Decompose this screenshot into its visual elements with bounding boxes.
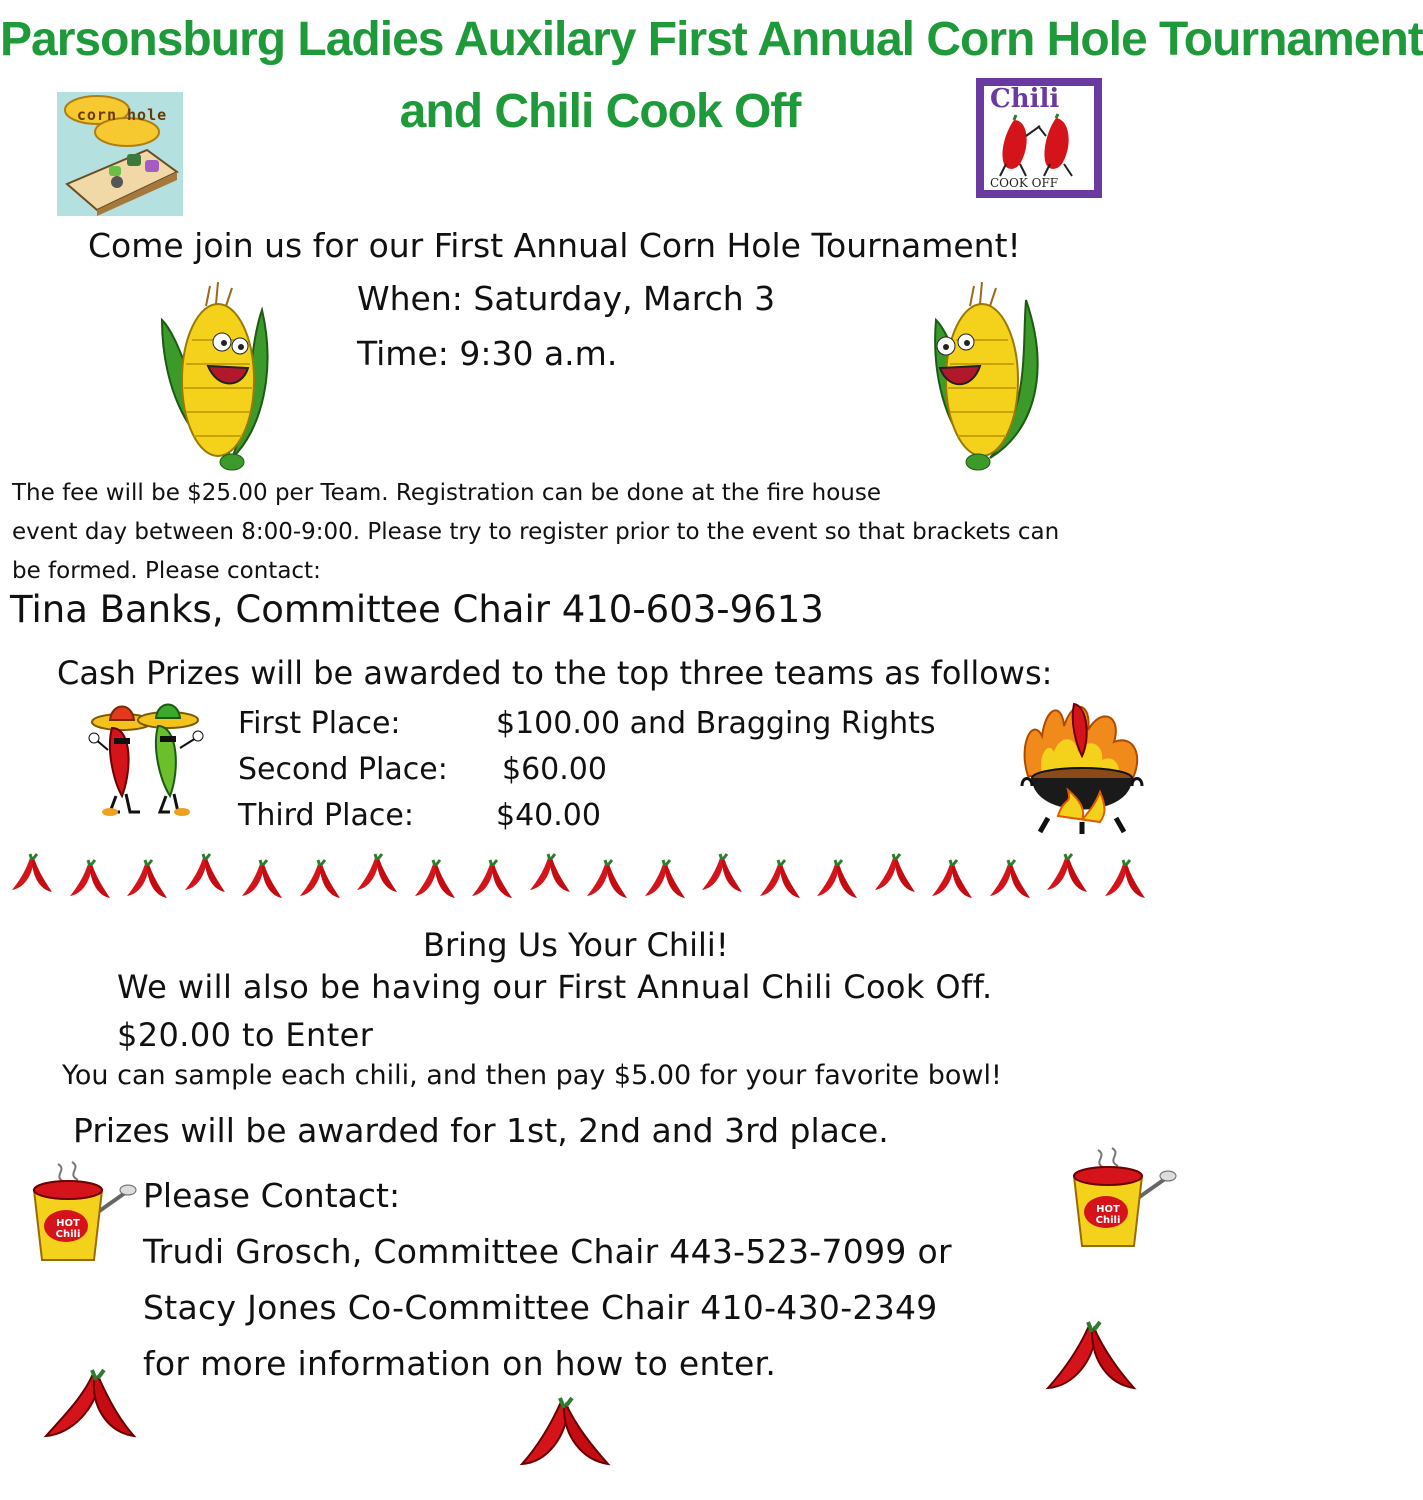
chili-pepper-icon [815,858,859,902]
chili-cookoff-logo [976,78,1102,198]
chili-pepper-icon [988,858,1032,902]
chili-pepper-icon [1103,858,1147,902]
prize-amount: $60.00 [502,752,607,787]
event-time: Time: 9:30 a.m. [357,334,618,373]
chili-logo-title: Chili [990,84,1060,114]
chili-pepper-icon [585,858,629,902]
chili-cauldron-icon [1018,696,1144,836]
chili-line-3: You can sample each chili, and then pay $5.00 for your favorite bowl! [62,1060,1002,1091]
chili-contact-heading: Please Contact: [143,1176,401,1215]
chili-pepper-icon [240,858,284,902]
chili-contact-3: for more information on how to enter. [143,1344,777,1383]
title-line-1: Parsonsburg Ladies Auxilary First Annual Corn Hole Tournament [0,13,1423,66]
cornhole-logo [57,92,183,216]
fee-line-1: The fee will be $25.00 per Team. Registration can be done at the fire house [12,480,882,506]
pepper-divider [0,852,1200,912]
corn-mascot-icon [152,280,276,474]
cornhole-contact: Tina Banks, Committee Chair 410-603-9613 [10,588,824,631]
chili-pepper-icon [758,858,802,902]
chili-pepper-pair-icon [42,1368,136,1444]
chili-pepper-icon [125,858,169,902]
prize-amount: $40.00 [496,798,601,833]
chili-contact-2: Stacy Jones Co-Committee Chair 410-430-2349 [143,1288,938,1327]
chili-entry-fee: $20.00 to Enter [117,1016,374,1054]
prize-amount: $100.00 and Bragging Rights [496,706,936,741]
title-line-2: and Chili Cook Off [399,85,801,138]
cup-label: HOT Chili [1095,1204,1121,1226]
chili-pepper-icon [873,852,917,896]
chili-prizes: Prizes will be awarded for 1st, 2nd and 3rd place. [73,1111,889,1150]
corn-mascot-icon [926,280,1050,474]
hot-chili-cup-icon [28,1160,136,1266]
chili-pepper-icon [643,858,687,902]
chili-pepper-icon [700,852,744,896]
prize-place: First Place: [238,706,401,741]
cornhole-intro: Come join us for our First Annual Corn Hole Tournament! [88,226,1021,265]
cup-label: HOT Chili [55,1218,81,1240]
chili-pepper-icon [355,852,399,896]
chili-pepper-icon [413,858,457,902]
event-when: When: Saturday, March 3 [357,279,776,318]
prizes-intro: Cash Prizes will be awarded to the top three teams as follows: [57,654,1053,692]
sombrero-peppers-icon [88,700,214,820]
chili-pepper-icon [183,852,227,896]
chili-pepper-icon [10,852,54,896]
fee-line-3: be formed. Please contact: [12,558,321,584]
chili-pepper-icon [930,858,974,902]
chili-pepper-pair-icon [518,1396,612,1472]
prize-place: Second Place: [238,752,448,787]
chili-pepper-icon [298,858,342,902]
chili-pepper-icon [528,852,572,896]
chili-heading: Bring Us Your Chili! [423,926,729,964]
dancing-peppers-icon [994,114,1084,176]
chili-line-1: We will also be having our First Annual Chili Cook Off. [117,968,993,1006]
chili-pepper-icon [1045,852,1089,896]
chili-pepper-icon [470,858,514,902]
chili-pepper-pair-icon [1044,1320,1138,1396]
hot-chili-cup-icon [1068,1146,1176,1252]
chili-contact-1: Trudi Grosch, Committee Chair 443-523-7099 or [143,1232,952,1271]
chili-pepper-icon [68,858,112,902]
prize-place: Third Place: [238,798,414,833]
cornhole-logo-text: corn hole [76,106,168,124]
fee-line-2: event day between 8:00-9:00. Please try to register prior to the event so that brackets can [12,519,1060,545]
chili-logo-subtitle: COOK OFF [990,176,1059,190]
